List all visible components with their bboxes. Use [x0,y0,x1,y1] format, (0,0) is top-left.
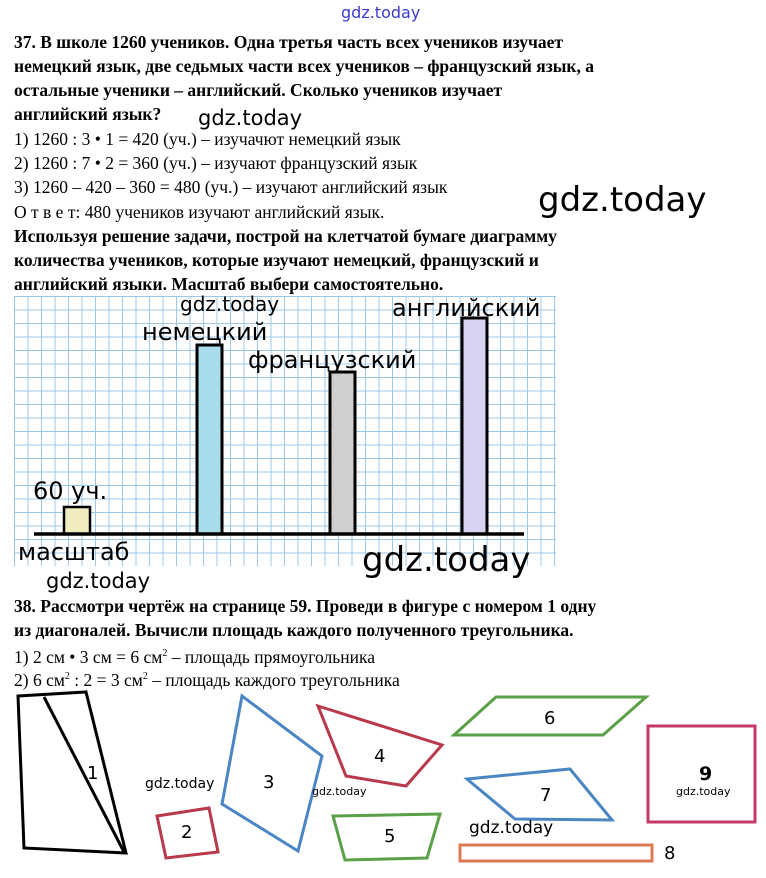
task37-title-4: английский язык? [14,104,162,124]
task37-instruction-3: английский языки. Масштаб выбери самостоятельно. [14,274,444,294]
watermark-5: gdz.today [46,569,151,593]
figure-label-2: 2 [181,822,193,843]
watermark-top: gdz.today [341,3,421,22]
task37-instruction-1: Используя решение задачи, построй на клетчатой бумаге диаграмму [14,226,557,246]
figure-label-5: 5 [384,826,396,847]
task37-title-3: остальные ученики – английский. Сколько учеников изучает [14,80,503,100]
bar-label-1: немецкий [142,318,268,346]
figure-label-3: 3 [263,772,275,793]
task37-title-2: немецкий язык, две седьмых части всех учеников – французский язык, а [14,56,594,76]
figure-label-9: 9 [699,763,713,785]
figure-8-rectangle [460,845,652,861]
task37-title-1: 37. В школе 1260 учеников. Одна третья часть всех учеников изучает [14,32,563,52]
watermark-1: gdz.today [198,106,303,130]
task37-step-2: 2) 1260 : 7 • 2 = 360 (уч.) – изучают французский язык [14,153,418,173]
watermark-8: gdz.today [469,818,554,838]
task37-instruction-2: количества учеников, которые изучают немецкий, французский и [14,250,539,270]
watermark-2: gdz.today [538,180,707,220]
watermark-3: gdz.today [180,292,280,316]
figure-1-rectangle [18,692,126,853]
task38-step-2: 2) 6 $см^2$ : 2 = 3 $см^2$ – площадь каждого треугольника [14,669,400,690]
task37-step-3: 3) 1260 – 420 – 360 = 480 (уч.) – изучают английский язык [14,177,448,197]
task38-title-2: из диагоналей. Вычисли площадь каждого полученного треугольника. [14,620,574,640]
figure-label-8: 8 [664,843,676,864]
figure-1-diagonal [44,697,124,852]
figure-label-4: 4 [374,746,386,767]
scale-caption: масштаб [18,538,130,566]
bar-label-3: английский [392,294,541,322]
watermark-9: gdz.today [676,785,731,798]
task38-step-1: 1) 2 см • 3 см = 6 $см^2$ – площадь прямоугольника [14,646,375,667]
watermark-7: gdz.today [312,785,367,798]
figure-label-6: 6 [544,708,556,729]
scale-label: 60 уч. [33,477,108,505]
task38-title-1: 38. Рассмотри чертёж на странице 59. Проведи в фигуре с номером 1 одну [14,596,597,616]
task37-step-1: 1) 1260 : 3 • 1 = 420 (уч.) – изучачют немецкий язык [14,129,401,149]
figure-label-1: 1 [87,763,99,784]
watermark-4: gdz.today [362,540,531,580]
bar-label-2: французский [248,346,417,374]
figure-label-7: 7 [540,785,552,806]
task37-answer: О т в е т: 480 учеников изучают английский язык. [14,202,385,222]
watermark-6: gdz.today [145,776,215,792]
